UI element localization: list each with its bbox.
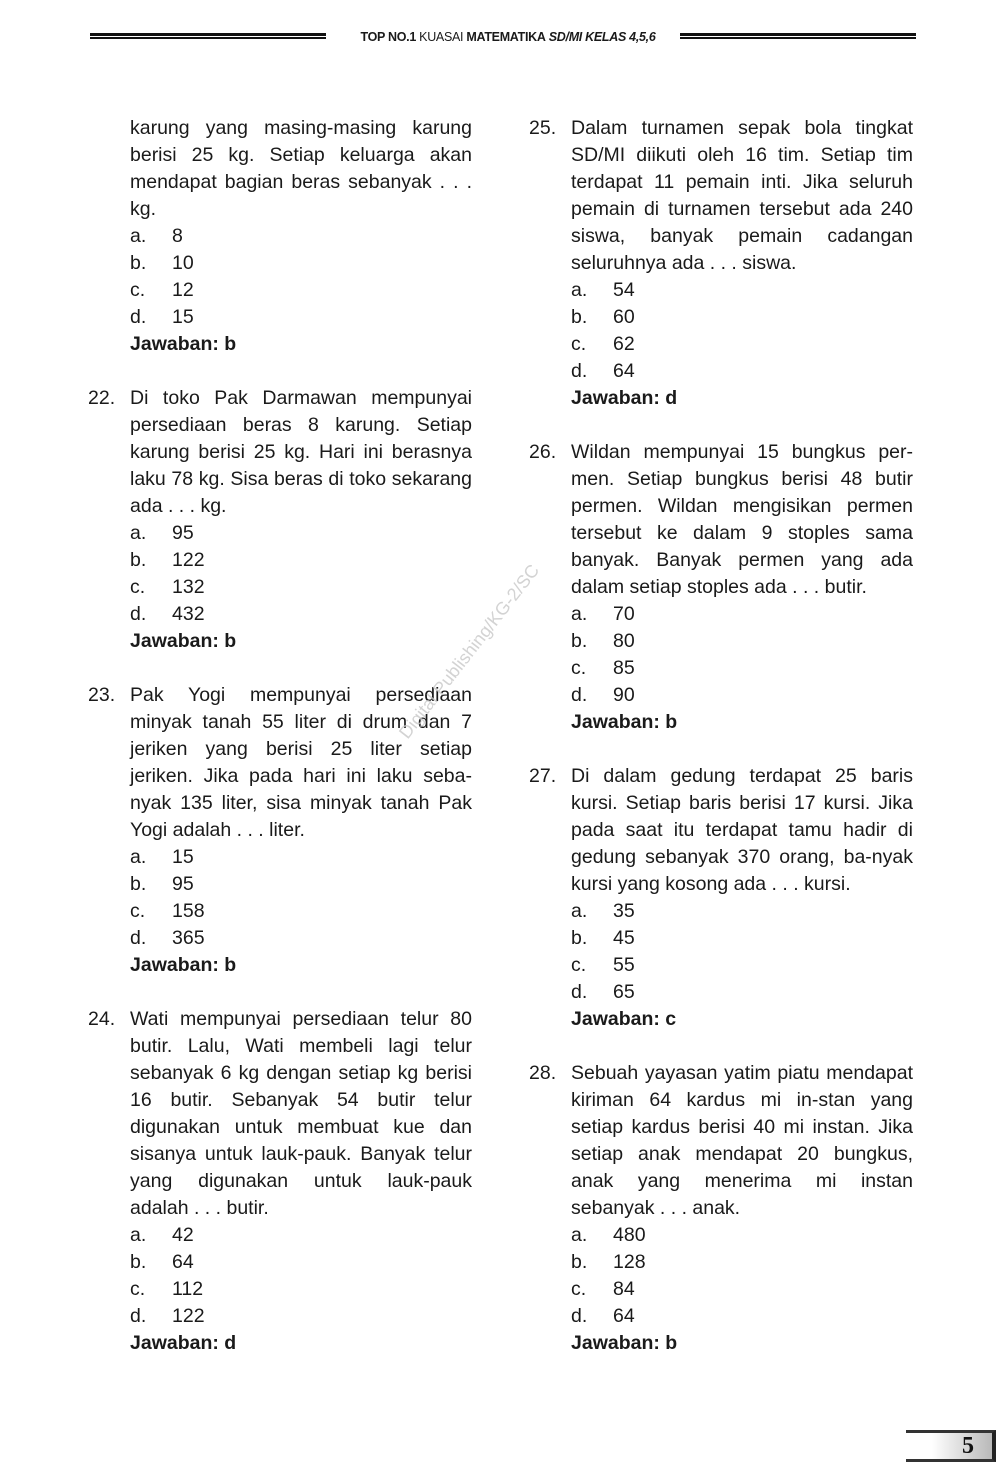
- option-letter: c.: [130, 900, 146, 922]
- option-a: [571, 898, 913, 925]
- answer-key: Jawaban: c: [571, 1008, 677, 1030]
- question-21-continuation: [88, 115, 472, 358]
- option-b: [130, 547, 472, 574]
- option-value: 60: [613, 306, 635, 328]
- question-text: Di dalam gedung terdapat 25 baris kursi. Setiap baris berisi 17 kursi. Jika pada saat itu terdapat tamu hadir di gedung sebanyak 370 orang, ba-nyak kursi yang kosong ada . . . kursi.: [571, 765, 913, 895]
- option-value: 35: [613, 900, 635, 922]
- option-value: 64: [613, 360, 635, 382]
- option-value: 122: [172, 549, 205, 571]
- option-letter: a.: [130, 225, 147, 247]
- option-value: 42: [172, 1224, 194, 1246]
- answer-key: Jawaban: b: [130, 630, 237, 652]
- option-letter: c.: [571, 954, 587, 976]
- option-b: [571, 1249, 913, 1276]
- option-letter: c.: [130, 1278, 146, 1300]
- option-value: 122: [172, 1305, 205, 1327]
- option-value: 90: [613, 684, 635, 706]
- option-a: [130, 1222, 472, 1249]
- option-value: 15: [172, 306, 194, 328]
- option-value: 8: [172, 225, 183, 247]
- option-letter: a.: [130, 522, 147, 544]
- option-value: 62: [613, 333, 635, 355]
- option-letter: d.: [571, 1305, 588, 1327]
- option-value: 54: [613, 279, 635, 301]
- option-b: [130, 871, 472, 898]
- option-d: [130, 1303, 472, 1330]
- question-26: [529, 439, 913, 736]
- option-value: 64: [172, 1251, 194, 1273]
- option-value: 432: [172, 603, 205, 625]
- title-part-kuasai: KUASAI: [416, 30, 467, 44]
- option-value: 84: [613, 1278, 635, 1300]
- option-b: [130, 250, 472, 277]
- option-c: [571, 655, 913, 682]
- option-b: [130, 1249, 472, 1276]
- option-c: [130, 898, 472, 925]
- option-value: 64: [613, 1305, 635, 1327]
- option-c: [130, 1276, 472, 1303]
- option-c: [571, 331, 913, 358]
- option-value: 95: [172, 873, 194, 895]
- question-text: Di toko Pak Darmawan mempunyai persediaan beras 8 karung. Setiap karung berisi 25 kg. Hari ini berasnya laku 78 kg. Sisa beras di toko sekarang ada . . . kg.: [130, 387, 472, 517]
- option-d: [571, 682, 913, 709]
- option-letter: b.: [130, 873, 147, 895]
- option-letter: b.: [571, 1251, 588, 1273]
- option-letter: a.: [571, 1224, 588, 1246]
- option-letter: c.: [571, 657, 587, 679]
- option-d: [571, 358, 913, 385]
- option-letter: b.: [130, 252, 147, 274]
- option-letter: a.: [571, 603, 588, 625]
- question-number: 27.: [529, 765, 557, 787]
- option-letter: d.: [130, 306, 147, 328]
- option-c: [571, 1276, 913, 1303]
- question-text: Wati mempunyai persediaan telur 80 butir. Lalu, Wati membeli lagi telur sebanyak 6 kg dengan setiap kg berisi 16 butir. Sebanyak 54 butir telur digunakan untuk membuat kue dan sisanya untuk lauk-pauk. Banyak telur yang digunakan untuk lauk-pauk adalah . . . butir.: [130, 1008, 472, 1219]
- answer-key: Jawaban: b: [571, 711, 678, 733]
- option-d: [130, 304, 472, 331]
- answer-key: Jawaban: b: [130, 333, 237, 355]
- option-letter: c.: [571, 333, 587, 355]
- option-letter: a.: [571, 900, 588, 922]
- question-number: 24.: [88, 1008, 116, 1030]
- option-letter: d.: [130, 927, 147, 949]
- option-d: [130, 925, 472, 952]
- option-value: 112: [172, 1278, 204, 1300]
- option-a: [571, 601, 913, 628]
- option-value: 65: [613, 981, 635, 1003]
- answer-key: Jawaban: d: [571, 387, 678, 409]
- option-letter: a.: [571, 279, 588, 301]
- option-value: 70: [613, 603, 635, 625]
- option-value: 132: [172, 576, 205, 598]
- answer-key: Jawaban: b: [571, 1332, 678, 1354]
- question-number: 28.: [529, 1062, 557, 1084]
- title-part-subject: MATEMATIKA: [466, 30, 546, 44]
- option-value: 128: [613, 1251, 646, 1273]
- option-value: 15: [172, 846, 194, 868]
- title-part-grade: SD/MI KELAS 4,5,6: [545, 30, 656, 44]
- option-letter: d.: [571, 684, 588, 706]
- question-text: Wildan mempunyai 15 bungkus per-men. Setiap bungkus berisi 48 butir permen. Wildan mengisikan permen tersebut ke dalam 9 stoples sama banyak. Banyak permen yang ada dalam setiap stoples ada . . . butir.: [571, 441, 913, 598]
- option-letter: d.: [571, 981, 588, 1003]
- option-letter: d.: [130, 603, 147, 625]
- answer-key: Jawaban: d: [130, 1332, 237, 1354]
- option-a: [571, 277, 913, 304]
- option-letter: c.: [130, 576, 146, 598]
- question-text: Dalam turnamen sepak bola tingkat SD/MI diikuti oleh 16 tim. Setiap tim terdapat 11 pemain inti. Jika seluruh pemain di turnamen tersebut ada 240 siswa, banyak pemain cadangan seluruhnya ada . . . siswa.: [571, 117, 913, 274]
- option-a: [130, 844, 472, 871]
- question-22: [88, 385, 472, 655]
- option-b: [571, 925, 913, 952]
- option-value: 480: [613, 1224, 646, 1246]
- option-value: 158: [172, 900, 205, 922]
- option-letter: b.: [130, 549, 147, 571]
- option-letter: a.: [130, 846, 147, 868]
- option-c: [571, 952, 913, 979]
- option-c: [130, 277, 472, 304]
- question-number: 22.: [88, 387, 116, 409]
- option-a: [130, 520, 472, 547]
- question-number: 23.: [88, 684, 116, 706]
- option-value: 365: [172, 927, 205, 949]
- running-header: [88, 28, 916, 46]
- option-a: [130, 223, 472, 250]
- option-value: 80: [613, 630, 635, 652]
- header-rule-left: [90, 33, 326, 39]
- option-b: [571, 304, 913, 331]
- header-rule-right: [680, 33, 916, 39]
- question-28: [529, 1060, 913, 1357]
- page-number-box: [906, 1430, 996, 1462]
- option-value: 45: [613, 927, 635, 949]
- book-title: [343, 28, 673, 46]
- option-value: 95: [172, 522, 194, 544]
- question-text: Sebuah yayasan yatim piatu mendapat kiriman 64 kardus mi in-stan yang setiap kardus berisi 40 mi instan. Jika setiap anak mendapat 20 bungkus, anak yang menerima mi instan sebanyak . . . anak.: [571, 1062, 913, 1219]
- option-letter: b.: [130, 1251, 147, 1273]
- option-d: [130, 601, 472, 628]
- question-text: Pak Yogi mempunyai persediaan minyak tanah 55 liter di drum dan 7 jeriken yang berisi 25 liter setiap jeriken. Jika pada hari ini laku seba-nyak 135 liter, sisa minyak tanah Pak Yogi adalah . . . liter.: [130, 684, 472, 841]
- question-25: [529, 115, 913, 412]
- option-value: 12: [172, 279, 194, 301]
- option-letter: d.: [130, 1305, 147, 1327]
- option-d: [571, 1303, 913, 1330]
- question-number: 26.: [529, 441, 557, 463]
- answer-key: Jawaban: b: [130, 954, 237, 976]
- question-24: [88, 1006, 472, 1357]
- right-column: [529, 115, 913, 1357]
- option-value: 85: [613, 657, 635, 679]
- title-part-top: TOP NO.1: [360, 30, 416, 44]
- question-text: karung yang masing-masing karung berisi 25 kg. Setiap keluarga akan mendapat bagian beras sebanyak . . . kg.: [130, 117, 472, 220]
- option-letter: a.: [130, 1224, 147, 1246]
- option-b: [571, 628, 913, 655]
- option-letter: b.: [571, 306, 588, 328]
- watermark: Digital Publishing/KG-2/SC: [395, 560, 544, 743]
- option-c: [130, 574, 472, 601]
- option-letter: b.: [571, 630, 588, 652]
- option-value: 10: [172, 252, 194, 274]
- option-value: 55: [613, 954, 635, 976]
- option-letter: b.: [571, 927, 588, 949]
- option-letter: d.: [571, 360, 588, 382]
- option-letter: c.: [130, 279, 146, 301]
- page-number: 5: [962, 1433, 974, 1459]
- option-letter: c.: [571, 1278, 587, 1300]
- question-number: 25.: [529, 117, 557, 139]
- question-27: [529, 763, 913, 1033]
- option-d: [571, 979, 913, 1006]
- option-a: [571, 1222, 913, 1249]
